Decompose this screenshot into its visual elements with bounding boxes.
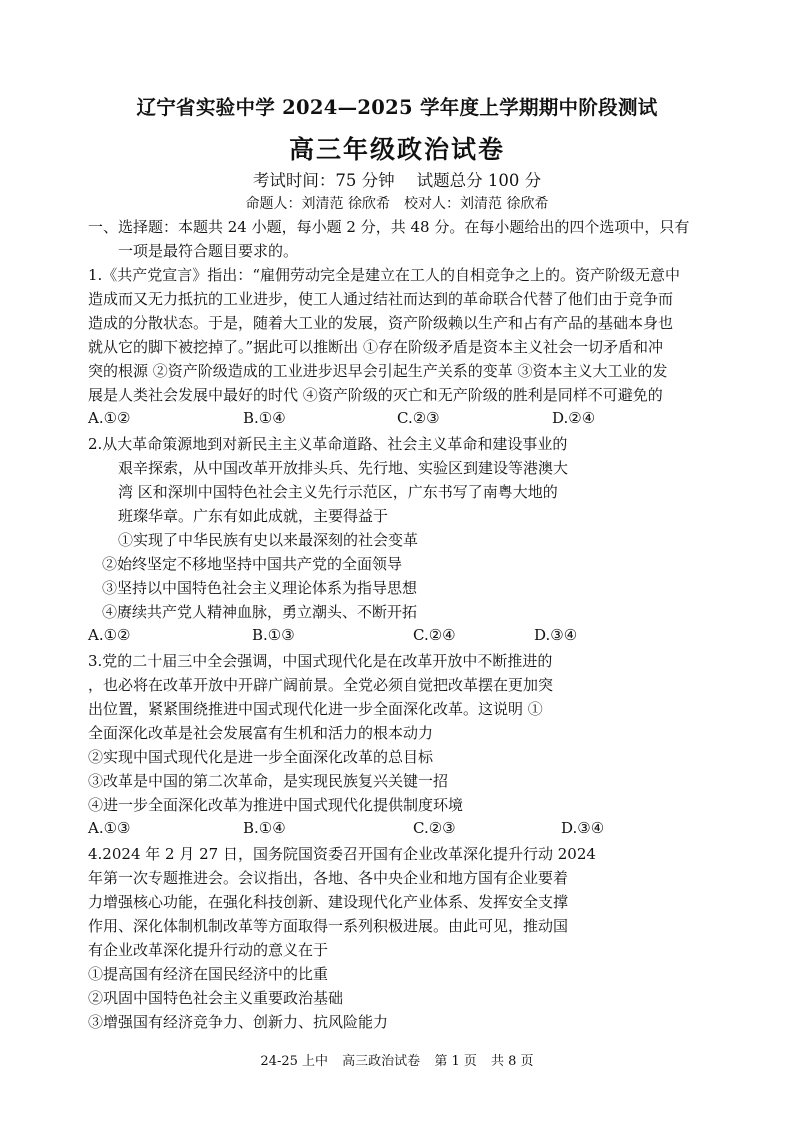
section-heading-line2: 一项是最符合题目要求的。	[118, 242, 299, 260]
q4-line: 年第一次专题推进会。会议指出，各地、各中央企业和地方国有企业要着	[88, 869, 569, 887]
setter-label: 命题人：	[245, 196, 302, 212]
q2-line: 湾 区和深圳中国特色社会主义先行示范区，广东书写了南粤大地的	[118, 483, 558, 501]
q3-statement: ②实现中国式现代化是进一步全面深化改革的总目标	[88, 748, 434, 766]
exam-info	[0, 167, 794, 191]
q2-statement: ②始终坚定不移地坚持中国共产党的全面领导	[102, 555, 403, 573]
q3-line: 3.党的二十届三中全会强调，中国式现代化是在改革开放中不断推进的	[88, 652, 553, 670]
q3-statement: ③改革是中国的第二次革命，是实现民族复兴关键一招	[88, 772, 449, 790]
q2-statement: ④赓续共产党人精神血脉，勇立潮头、不断开拓	[102, 603, 418, 621]
q1-option-c: C.②③	[397, 409, 440, 427]
q3-line: ，也必将在改革开放中开辟广阔前景。全党必须自觉把改革摆在更加突	[88, 676, 554, 694]
paper-title: 高三年级政治试卷	[288, 135, 505, 164]
exam-time: 考试时间：75 分钟	[252, 171, 395, 190]
q4-line: 力增强核心功能，在强化科技创新、建设现代化产业体系、发挥安全支撑	[88, 893, 569, 911]
total-score: 试题总分 100 分	[416, 171, 542, 190]
q2-line: 班璨华章。广东有如此成就，主要得益于	[118, 507, 389, 525]
q1-line: 突的根源 ②资产阶级造成的工业进步迟早会引起生产关系的变革 ③资本主义大工业的发	[88, 362, 668, 380]
setters: 刘清范 徐欣希	[301, 196, 390, 212]
q4-statement: ①提高国有经济在国民经济中的比重	[88, 965, 329, 983]
q2-option-b: B.①③	[252, 626, 295, 644]
q3-option-b: B.①④	[243, 819, 286, 837]
q3-option-d: D.③④	[561, 819, 605, 837]
q2-option-d: D.③④	[534, 626, 578, 644]
q4-statement: ③增强国有经济竞争力、创新力、抗风险能力	[88, 1013, 389, 1031]
q4-line: 作用、深化体制机制改革等方面取得一系列积极进展。由此可见，推动国	[88, 917, 569, 935]
q1-option-d: D.②④	[552, 409, 596, 427]
q2-line: 2.从大革命策源地到对新民主主义革命道路、社会主义革命和建设事业的	[88, 435, 568, 453]
q4-line: 有企业改革深化提升行动的意义在于	[88, 941, 329, 959]
q1-option-b: B.①④	[243, 409, 286, 427]
school-title: 辽宁省实验中学 2024—2025 学年度上学期期中阶段测试	[136, 96, 658, 119]
q1-line: 1.《共产党宣言》指出：“雇佣劳动完全是建立在工人的自相竞争之上的。资产阶级无意中	[88, 266, 680, 284]
page-footer	[0, 1050, 794, 1069]
q1-line: 展是人类社会发展中最好的时代 ④资产阶级的灭亡和无产阶级的胜利是同样不可避免的	[88, 386, 663, 404]
q2-option-a: A.①②	[88, 626, 131, 644]
q3-line: 出位置，紧紧围绕推进中国式现代化进一步全面深化改革。这说明 ①	[88, 700, 543, 718]
q1-line: 就从它的脚下被挖掉了。”据此可以推断出 ①存在阶级矛盾是资本主义社会一切矛盾和冲	[88, 338, 663, 356]
footer-page: 第 1 页	[434, 1054, 477, 1069]
q1-option-a: A.①②	[88, 409, 131, 427]
q3-option-a: A.①③	[88, 819, 131, 837]
checker-label: 校对人：	[404, 196, 460, 212]
footer-name: 高三政治试卷	[342, 1054, 421, 1069]
q2-option-c: C.②④	[413, 626, 456, 644]
q2-statement: ①实现了中华民族有史以来最深刻的社会变革	[118, 531, 419, 549]
q2-statement: ③坚持以中国特色社会主义理论体系为指导思想	[102, 579, 418, 597]
q1-line: 造成的分散状态。于是，随着大工业的发展，资产阶级赖以生产和占有产品的基础本身也	[88, 314, 674, 332]
q3-option-c: C.②③	[413, 819, 456, 837]
footer-total: 共 8 页	[491, 1054, 534, 1069]
q3-statement: 全面深化改革是社会发展富有生机和活力的根本动力	[88, 724, 434, 742]
author-info	[0, 193, 794, 213]
q3-statement: ④进一步全面深化改革为推进中国式现代化提供制度环境	[88, 796, 464, 814]
footer-code: 24-25 上中	[260, 1054, 329, 1069]
section-heading-line1: 一、选择题：本题共 24 小题，每小题 2 分，共 48 分。在每小题给出的四个选项中，只有	[88, 218, 690, 236]
q4-statement: ②巩固中国特色社会主义重要政治基础	[88, 989, 344, 1007]
q2-line: 艰辛探索，从中国改革开放排头兵、先行地、实验区到建设等港澳大	[118, 459, 569, 477]
q4-line: 4.2024 年 2 月 27 日，国务院国资委召开国有企业改革深化提升行动 2024	[88, 845, 596, 863]
checkers: 刘清范 徐欣希	[460, 196, 549, 212]
q1-line: 造成而又无力抵抗的工业进步，使工人通过结社而达到的革命联合代替了他们由于竞争而	[88, 290, 674, 308]
